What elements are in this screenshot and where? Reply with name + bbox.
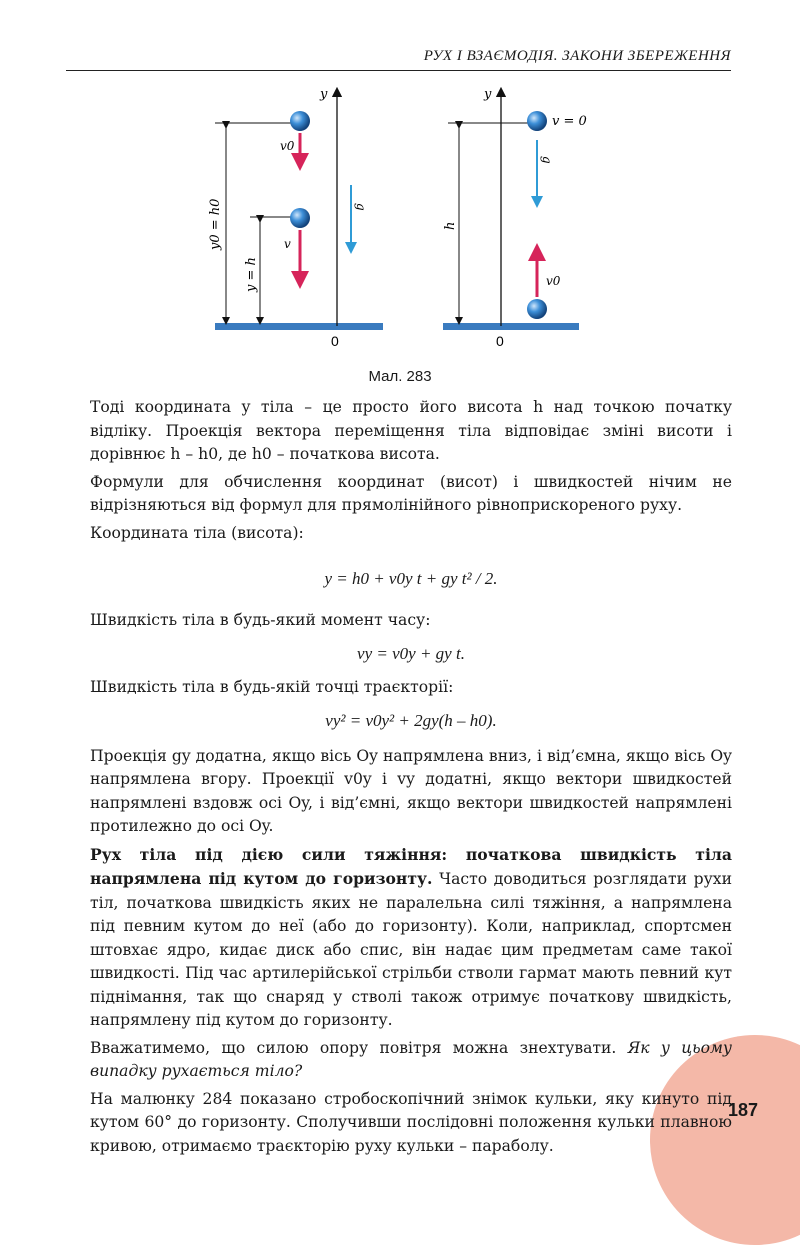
paragraph-7	[90, 843, 732, 1033]
origin-left-label: 0	[331, 333, 339, 349]
figure-283	[200, 80, 620, 370]
right-diagram	[443, 87, 587, 349]
paragraph-8	[90, 1037, 732, 1084]
paragraph-8-text: Вважатимемо, що силою опору повітря можна знехтувати.	[90, 1038, 617, 1057]
y-axis-left-label: y	[320, 87, 328, 102]
ball-left-mid	[290, 208, 310, 228]
g-left-label: g	[354, 203, 368, 211]
g-right-label: g	[540, 156, 554, 164]
paragraph-5: Швидкість тіла в будь-якій точці траєкторії:	[90, 677, 454, 696]
origin-right-label: 0	[496, 333, 504, 349]
y0-eq-label: y0 = h0	[208, 198, 223, 250]
v0-left-label: v0	[280, 139, 295, 153]
paragraph-1: Тоді координата y тіла – це просто його висота h над точкою початку відліку. Проекція вектора переміщення тіла відповідає зміні висоти і дорівнює h – h0, де h0 – початкова висота.	[90, 398, 732, 463]
paragraph-9: На малюнку 284 показано стробоскопічний знімок кульки, яку кинуто під кутом 60° до горизонту. Сполучивши послідовні положення кульки плавною кривою, отримаємо траєкторію руху кульки – параболу.	[90, 1089, 732, 1155]
ground-left	[215, 323, 383, 330]
y-axis-right-label: y	[484, 87, 492, 102]
formula-velocity: vy = v0y + gy t.	[357, 644, 465, 663]
paragraph-2: Формули для обчислення координат (висот) і швидкостей нічим не відрізняються від формул для прямолінійного рівноприскореного руху.	[90, 472, 732, 514]
formula-velocity-squared: vy² = v0y² + 2gy(h – h0).	[325, 711, 497, 730]
paragraph-8-question: Як у цьому випадку рухається тіло?	[90, 1038, 732, 1080]
ground-right	[443, 323, 579, 330]
paragraph-7-heading: Рух тіла під дією сили тяжіння: початкова швидкість тіла напрямлена під кутом до горизонту.	[90, 844, 732, 888]
main-text	[90, 396, 732, 1158]
h-label: h	[443, 221, 458, 230]
paragraph-6: Проекція gy додатна, якщо вісь Oy напрямлена вниз, і від’ємна, якщо вісь Oy напрямлена вгору. Проекції v0y і vy додатні, якщо вектори швидкостей напрямлені вздовж осі Oy, і від’ємні, якщо вектори швидкостей напрямлені протилежно до осі Oy.	[90, 746, 732, 835]
paragraph-3: Координата тіла (висота):	[90, 523, 304, 542]
ball-left-top	[290, 111, 310, 131]
v0-right-label: v0	[546, 274, 561, 288]
ball-right-bottom	[527, 299, 547, 319]
figure-caption: Мал. 283	[368, 368, 432, 385]
v-left-label: v	[284, 237, 291, 251]
left-diagram	[208, 87, 383, 349]
header-title: РУХ І ВЗАЄМОДІЯ. ЗАКОНИ ЗБЕРЕЖЕННЯ	[423, 48, 731, 64]
v-zero-label: v = 0	[552, 114, 587, 129]
paragraph-4: Швидкість тіла в будь-який момент часу:	[90, 610, 431, 629]
formula-height: y = h0 + v0y t + gy t² / 2.	[324, 569, 498, 588]
paragraph-7-body: Часто доводиться розглядати рухи тіл, початкова швидкість яких не паралельна силі тяжіння, а напрямлена під певним кутом до неї (або до горизонту). Коли, наприклад, спортсмен штовхає ядро, кидає диск або спис, він надає цим предметам саме такої швидкості. Під час артилерійської стрільби стволи гармат мають певний кут піднімання, так що снаряд у стволі також отримує початкову швидкість, напрямлену під кутом до горизонту.	[90, 870, 732, 1029]
running-header	[66, 44, 731, 71]
ball-right-top	[527, 111, 547, 131]
y-eq-label: y = h	[244, 257, 259, 292]
page-number: 187	[728, 1100, 759, 1120]
